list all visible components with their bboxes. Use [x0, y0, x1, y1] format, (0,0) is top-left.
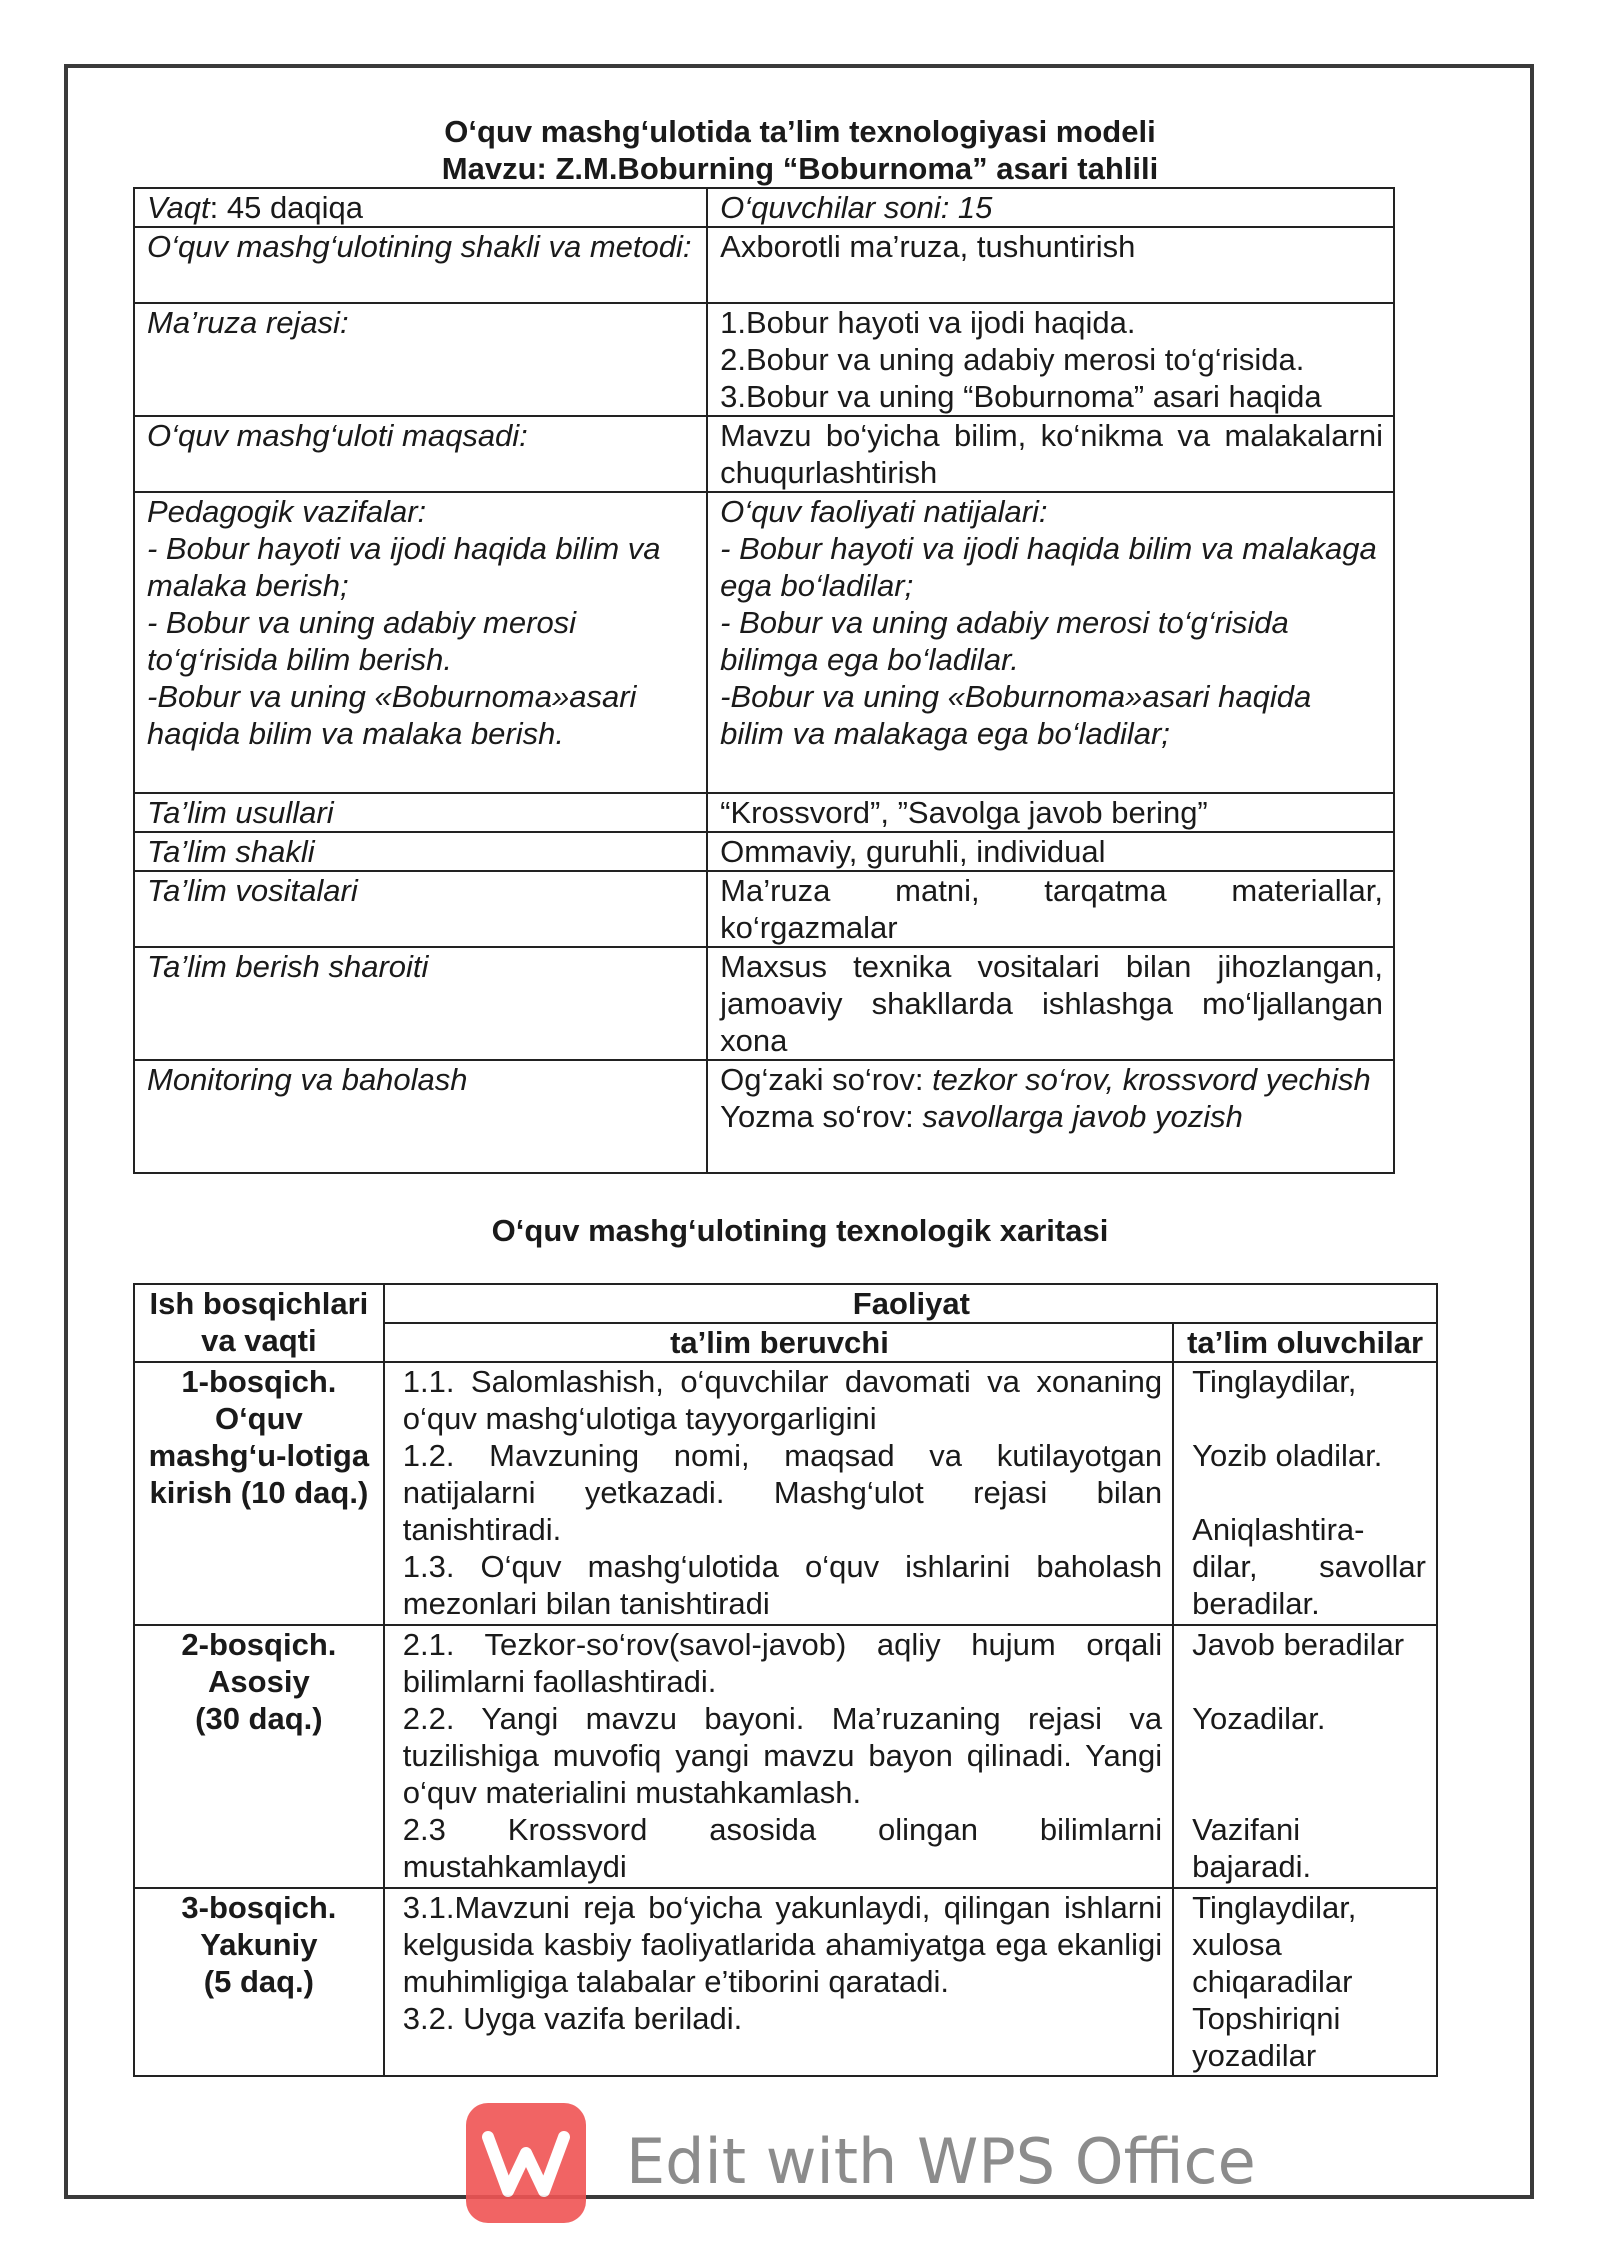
model-table [133, 187, 1395, 1174]
learner-step: Tinglaydilar, [1192, 1364, 1357, 1399]
task-item: - Bobur va uning adabiy merosi to‘g‘risida bilim berish. [147, 605, 577, 677]
results-label: O‘quv faoliyati natijalari: [720, 494, 1048, 529]
stage-name-line: 1-bosqich. [181, 1364, 337, 1399]
col-learner-header: ta’lim oluvchilar [1173, 1323, 1437, 1362]
row-form [134, 227, 1394, 303]
learner-step: Vazifani bajaradi. [1192, 1812, 1312, 1884]
learner-activity [1173, 1625, 1437, 1888]
form2-label: Ta’lim shakli [134, 832, 707, 871]
row-goal [134, 416, 1394, 492]
stage-row-3 [134, 1888, 1437, 2076]
goal-value: Mavzu bo‘yicha bilim, ko‘nikma va malakalarni chuqurlashtirish [707, 416, 1394, 492]
tools-value: Ma’ruza matni, tarqatma materiallar, ko‘rgazmalar [707, 871, 1394, 947]
tasks-cell [134, 492, 707, 793]
teacher-step: 2.1. Tezkor-so‘rov(savol-javob) aqliy hujum orqali bilimlarni faollashtiradi. [402, 1627, 1163, 1699]
map-header-row [134, 1284, 1437, 1323]
wps-watermark[interactable] [466, 2103, 1256, 2223]
row-methods [134, 793, 1394, 832]
results-cell [707, 492, 1394, 793]
plan-label: Ma’ruza rejasi: [134, 303, 707, 416]
stage-name-line: 3-bosqich. [181, 1890, 337, 1925]
model-title: O‘quv mashg‘ulotida ta’lim texnologiyasi modeli [444, 114, 1156, 149]
stage-name-line: mashg‘u-lotiga [148, 1438, 370, 1473]
form2-value: Ommaviy, guruhli, individual [707, 832, 1394, 871]
row-time [134, 188, 1394, 227]
stage-name-line: Yakuniy [200, 1927, 318, 1962]
row-tools [134, 871, 1394, 947]
result-item: - Bobur va uning adabiy merosi to‘g‘risida bilimga ega bo‘ladilar. [720, 605, 1289, 677]
oral-label: Og‘zaki so‘rov: [720, 1062, 933, 1097]
conditions-value: Maxsus texnika vositalari bilan jihozlangan, jamoaviy shakllarda ishlashga mo‘ljallangan xona [707, 947, 1394, 1060]
plan-list [707, 303, 1394, 416]
monitoring-label: Monitoring va baholash [134, 1060, 707, 1173]
learner-activity [1173, 1888, 1437, 2076]
stage-name [134, 1625, 384, 1888]
goal-label: O‘quv mashg‘uloti maqsadi: [134, 416, 707, 492]
time-cell [134, 188, 707, 227]
time-label: Vaqt [147, 190, 210, 225]
stage-row-2 [134, 1625, 1437, 1888]
stage-name-line: (5 daq.) [203, 1964, 314, 1999]
result-item: -Bobur va uning «Boburnoma»asari haqida bilim va malakaga ega bo‘ladilar; [720, 679, 1312, 751]
learner-step: Aniqlashtira-dilar, savollar beradilar. [1192, 1512, 1426, 1621]
form-label: O‘quv mashg‘ulotining shakli va metodi: [134, 227, 707, 303]
monitoring-value [707, 1060, 1394, 1173]
tools-label: Ta’lim vositalari [134, 871, 707, 947]
col-stage-line: va vaqti [201, 1323, 317, 1358]
col-activity-header: Faoliyat [384, 1284, 1437, 1323]
written-label: Yozma so‘rov: [720, 1099, 923, 1134]
stage-row-1 [134, 1362, 1437, 1625]
teacher-activity [384, 1888, 1173, 2076]
learner-step: Tinglaydilar, xulosa chiqaradilar [1192, 1890, 1357, 1999]
teacher-step: 3.2. Uyga vazifa beriladi. [402, 2001, 743, 2036]
teacher-activity [384, 1625, 1173, 1888]
written-value: savollarga javob yozish [922, 1099, 1243, 1134]
col-stage-line: Ish bosqichlari [149, 1286, 369, 1321]
learner-step: Topshiriqni yozadilar [1192, 2001, 1341, 2073]
learner-step: Javob beradilar [1192, 1627, 1405, 1662]
written-survey [720, 1098, 1383, 1135]
stage-name-line: (30 daq.) [195, 1701, 323, 1736]
row-plan [134, 303, 1394, 416]
learner-activity [1173, 1362, 1437, 1625]
plan-item: 2.Bobur va uning adabiy merosi to‘g‘risida. [720, 342, 1305, 377]
oral-survey [720, 1061, 1383, 1098]
stage-name [134, 1362, 384, 1625]
teacher-step: 2.2. Yangi mavzu bayoni. Ma’ruzaning rejasi va tuzilishiga muvofiq yangi mavzu bayon qilinadi. Yangi o‘quv materialini mustahkamlash. [402, 1701, 1163, 1810]
task-item: -Bobur va uning «Boburnoma»asari haqida bilim va malaka berish. [147, 679, 637, 751]
row-conditions [134, 947, 1394, 1060]
methods-value: “Krossvord”, ”Savolga javob bering” [707, 793, 1394, 832]
task-item: - Bobur hayoti va ijodi haqida bilim va malaka berish; [147, 531, 661, 603]
map-title: O‘quv mashg‘ulotining texnologik xaritasi [491, 1213, 1109, 1248]
col-teacher-header: ta’lim beruvchi [384, 1323, 1173, 1362]
stage-name-line: kirish (10 daq.) [149, 1475, 369, 1510]
row-tasks [134, 492, 1394, 793]
students-count: O‘quvchilar soni: 15 [707, 188, 1394, 227]
topic-title: Mavzu: Z.M.Boburning “Boburnoma” asari tahlili [441, 151, 1159, 186]
row-form2 [134, 832, 1394, 871]
learner-step: Yozadilar. [1192, 1701, 1326, 1736]
conditions-label: Ta’lim berish sharoiti [134, 947, 707, 1060]
col-stage-header [134, 1284, 384, 1362]
wps-logo-icon [466, 2103, 586, 2223]
teacher-activity [384, 1362, 1173, 1625]
plan-item: 3.Bobur va uning “Boburnoma” asari haqida [720, 379, 1322, 414]
teacher-step: 1.2. Mavzuning nomi, maqsad va kutilayotgan natijalarni yetkazadi. Mashg‘ulot rejasi bilan tanishtiradi. [402, 1438, 1163, 1547]
stage-name [134, 1888, 384, 2076]
map-table [133, 1283, 1438, 2077]
stage-name-line: O‘quv [214, 1401, 303, 1436]
watermark-text: Edit with WPS Office [626, 2125, 1256, 2198]
teacher-step: 1.1. Salomlashish, o‘quvchilar davomati va xonaning o‘quv mashg‘ulotiga tayyorgarligini [402, 1364, 1163, 1436]
result-item: - Bobur hayoti va ijodi haqida bilim va malakaga ega bo‘ladilar; [720, 531, 1377, 603]
form-value: Axborotli ma’ruza, tushuntirish [707, 227, 1394, 303]
learner-step: Yozib oladilar. [1192, 1438, 1383, 1473]
teacher-step: 1.3. O‘quv mashg‘ulotida o‘quv ishlarini baholash mezonlari bilan tanishtiradi [402, 1549, 1163, 1621]
row-monitoring [134, 1060, 1394, 1173]
methods-label: Ta’lim usullari [134, 793, 707, 832]
teacher-step: 3.1.Mavzuni reja bo‘yicha yakunlaydi, qilingan ishlarni kelgusida kasbiy faoliyatlarida ahamiyatga ega ekanligi muhimligiga talabalar e’tiborini qaratadi. [402, 1890, 1163, 1999]
teacher-step: 2.3 Krossvord asosida olingan bilimlarni mustahkamlaydi [402, 1812, 1163, 1884]
stage-name-line: Asosiy [208, 1664, 310, 1699]
time-value: : 45 daqiqa [209, 190, 364, 225]
plan-item: 1.Bobur hayoti va ijodi haqida. [720, 305, 1136, 340]
oral-value: tezkor so‘rov, krossvord yechish [932, 1062, 1371, 1097]
tasks-label: Pedagogik vazifalar: [147, 494, 427, 529]
stage-name-line: 2-bosqich. [181, 1627, 337, 1662]
